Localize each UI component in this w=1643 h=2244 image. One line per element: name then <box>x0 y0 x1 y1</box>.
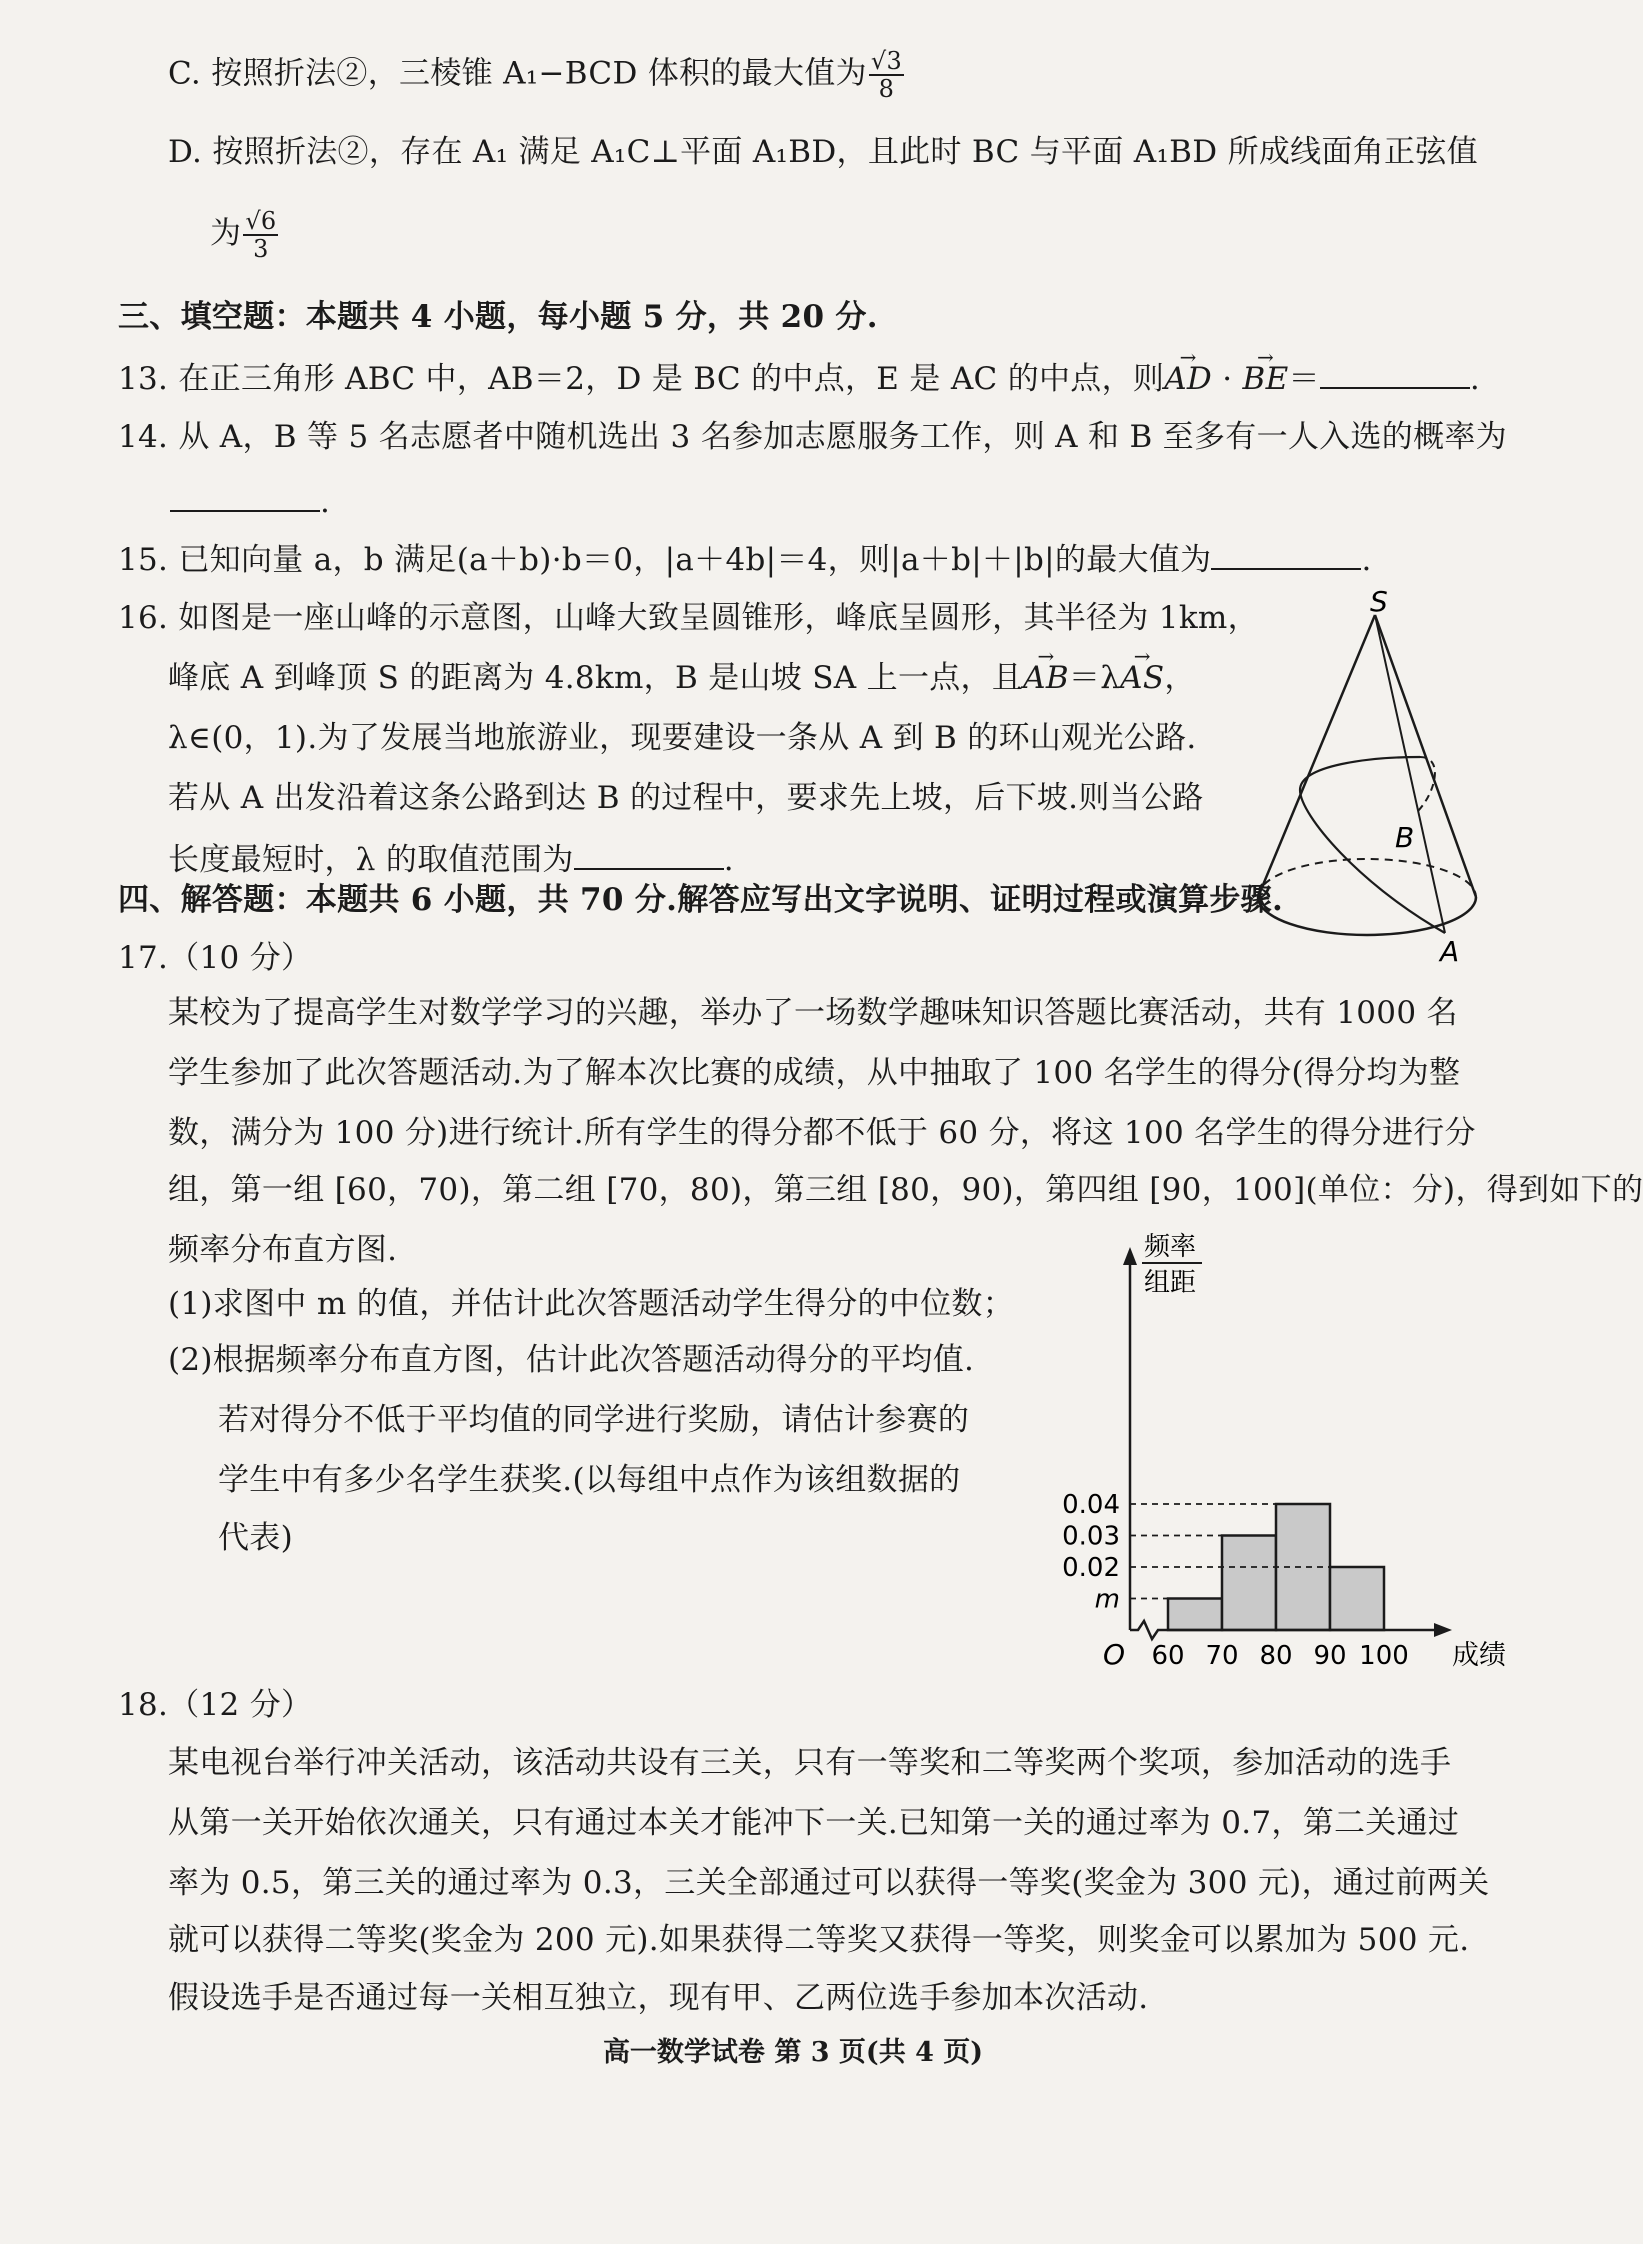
q18-line1: 某电视台举行冲关活动，该活动共设有三关，只有一等奖和二等奖两个奖项，参加活动的选手 <box>168 1745 1452 1781</box>
option-d-tail-text: 为 <box>210 215 242 252</box>
x-tick-label: 100 <box>1359 1641 1409 1671</box>
q18-line3: 率为 0.5，第三关的通过率为 0.3，三关全部通过可以获得一等奖(奖金为 300 元)，通过前两关 <box>168 1865 1490 1901</box>
q18-line2: 从第一关开始依次通关，只有通过本关才能冲下一关.已知第一关的通过率为 0.7，第二关通过 <box>168 1805 1460 1841</box>
y-tick-label: 0.03 <box>1062 1521 1120 1552</box>
frequency-histogram <box>1030 1225 1506 1680</box>
question-13: 13. 在正三角形 ABC 中，AB＝2，D 是 BC 的中点，E 是 AC 的中点，则→ AD · → BE＝ . <box>118 357 1480 399</box>
vector-ad: → AD <box>1164 359 1212 399</box>
question-16-line1: 16. 如图是一座山峰的示意图，山峰大致呈圆锥形，峰底呈圆形，其半径为 1km， <box>118 600 1259 636</box>
option-d: D. 按照折法②，存在 A₁ 满足 A₁C⊥平面 A₁BD，且此时 BC 与平面 A₁BD 所成线面角正弦值 <box>168 134 1478 170</box>
answer-blank <box>1211 538 1361 570</box>
question-14: 14. 从 A，B 等 5 名志愿者中随机选出 3 名参加志愿服务工作，则 A 和 B 至多有一人入选的概率为 <box>118 419 1507 455</box>
question-16-line3: λ∈(0，1).为了发展当地旅游业，现要建设一条从 A 到 B 的环山观光公路. <box>168 720 1197 756</box>
frac-numerator: √6 <box>245 207 277 235</box>
y-axis-arrow <box>1123 1247 1137 1265</box>
q17-line1: 某校为了提高学生对数学学习的兴趣，举办了一场数学趣味知识答题比赛活动，共有 1000 名 <box>168 995 1458 1031</box>
frac-denominator: 8 <box>878 75 895 103</box>
option-c-fraction <box>869 48 904 102</box>
label-s: S <box>1370 585 1388 618</box>
section-3-title: 三、填空题：本题共 4 小题，每小题 5 分，共 20 分. <box>118 299 878 335</box>
question-16-line4: 若从 A 出发沿着这条公路到达 B 的过程中，要求先上坡，后下坡.则当公路 <box>168 780 1204 816</box>
q17-line4: 组，第一组 [60，70)，第二组 [70，80)，第三组 [80，90)，第四组 [90，100](单位：分)，得到如下的 <box>168 1172 1643 1208</box>
q15-text: 15. 已知向量 a，b 满足(a＋b)·b＝0，|a＋4b|＝4，则|a＋b|＋|b|的最大值为 <box>118 542 1212 578</box>
q17-line5: 频率分布直方图. <box>168 1232 398 1268</box>
q16-comma: ， <box>1164 660 1196 696</box>
histogram-bar <box>1222 1536 1276 1631</box>
y-tick-label: m <box>1094 1584 1120 1615</box>
cone-right-edge <box>1375 615 1476 897</box>
dot-operator: · <box>1212 361 1243 397</box>
q17-part2-line2: 若对得分不低于平均值的同学进行奖励，请估计参赛的 <box>218 1402 970 1438</box>
option-c-text: C. 按照折法②，三棱锥 A₁−BCD 体积的最大值为 <box>168 55 867 92</box>
x-tick-label: 90 <box>1313 1641 1347 1671</box>
q17-line2: 学生参加了此次答题活动.为了解本次比赛的成绩，从中抽取了 100 名学生的得分(得分均为整 <box>168 1055 1461 1091</box>
question-16-line5: 长度最短时，λ 的取值范围为 . <box>168 838 734 880</box>
option-c <box>168 48 906 102</box>
cone-left-edge <box>1258 615 1375 897</box>
answer-blank <box>574 838 724 870</box>
road-curve <box>1300 757 1445 933</box>
histogram-bar <box>1168 1599 1222 1631</box>
q16-text: 峰底 A 到峰顶 S 的距离为 4.8km，B 是山坡 SA 上一点，且 <box>168 660 1024 696</box>
q18-heading: 18.（12 分） <box>118 1687 313 1723</box>
q17-part1: (1)求图中 m 的值，并估计此次答题活动学生得分的中位数； <box>168 1286 1015 1322</box>
vector-as: → AS <box>1120 658 1164 698</box>
label-b: B <box>1395 821 1415 854</box>
section-4-title: 四、解答题：本题共 6 小题，共 70 分.解答应写出文字说明、证明过程或演算步骤. <box>118 882 1284 918</box>
q17-part2-line1: (2)根据频率分布直方图，估计此次答题活动得分的平均值. <box>168 1342 975 1378</box>
section-3-heading <box>118 297 878 337</box>
q16-text-end: 长度最短时，λ 的取值范围为 <box>168 842 574 878</box>
x-axis-label: 成绩 <box>1452 1640 1506 1671</box>
q16-lambda: ＝λ <box>1068 660 1121 696</box>
frac-numerator: √3 <box>870 47 903 75</box>
question-16-line2 <box>168 658 1196 698</box>
frac-denominator: 3 <box>253 235 269 263</box>
road-curve-hidden <box>1416 757 1435 813</box>
y-tick-label: 0.02 <box>1062 1553 1120 1583</box>
q13-text: 13. 在正三角形 ABC 中，AB＝2，D 是 BC 的中点，E 是 AC 的中点，则 <box>118 361 1165 397</box>
x-tick-label: 80 <box>1259 1641 1293 1671</box>
option-d-fraction <box>243 208 278 262</box>
histogram-bar <box>1330 1567 1384 1630</box>
vector-be: → BE <box>1243 359 1289 399</box>
vector-ab: → AB <box>1023 658 1069 698</box>
option-d-tail <box>210 208 280 262</box>
page-footer: 高一数学试卷 第 3 页(共 4 页) <box>602 2037 984 2068</box>
q17-line3: 数，满分为 100 分)进行统计.所有学生的得分都不低于 60 分，将这 100 名学生的得分进行分 <box>168 1115 1476 1151</box>
equals-sign: ＝ <box>1288 361 1320 397</box>
section-4-heading <box>118 880 1283 920</box>
x-tick-label: 70 <box>1205 1641 1239 1671</box>
y-axis-label-top: 频率 <box>1144 1232 1197 1262</box>
answer-blank <box>1320 357 1470 389</box>
x-axis-arrow <box>1434 1623 1452 1637</box>
y-tick-label: 0.04 <box>1062 1490 1120 1520</box>
q17-part2-line3: 学生中有多少名学生获奖.(以每组中点作为该组数据的 <box>218 1462 961 1498</box>
answer-blank <box>170 480 320 512</box>
question-15: 15. 已知向量 a，b 满足(a＋b)·b＝0，|a＋4b|＝4，则|a＋b|＋|b|的最大值为 . <box>118 538 1372 580</box>
q18-line5: 假设选手是否通过每一关相互独立，现有甲、乙两位选手参加本次活动. <box>168 1980 1149 2016</box>
origin-label: O <box>1102 1638 1126 1671</box>
q18-line4: 就可以获得二等奖(奖金为 200 元).如果获得二等奖又获得一等奖，则奖金可以累加为 500 元. <box>168 1922 1470 1958</box>
y-axis-label-bottom: 组距 <box>1144 1268 1197 1298</box>
q14-answer-line: . <box>170 480 330 522</box>
x-tick-label: 60 <box>1151 1641 1185 1671</box>
q17-heading: 17.（10 分） <box>118 940 313 976</box>
q17-part2-line4: 代表) <box>218 1520 293 1556</box>
label-a: A <box>1440 935 1460 968</box>
